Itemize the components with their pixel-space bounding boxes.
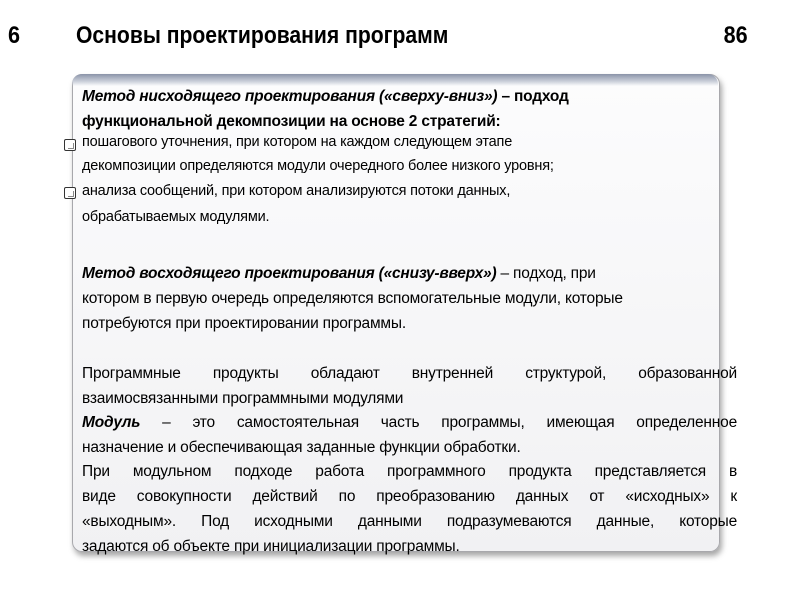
modular-line-1: При модульном подходе работа программного продукта представляется в bbox=[82, 463, 737, 480]
structure-line-2: взаимосвязанными программными модулями bbox=[82, 390, 404, 407]
module-line-1-rest: – это самостоятельная часть программы, имеющая определенное bbox=[140, 414, 737, 431]
bottom-up-section bbox=[82, 261, 737, 336]
slide-header bbox=[0, 0, 800, 70]
top-down-section bbox=[82, 84, 737, 134]
modular-line-2: виде совокупности действий по преобразованию данных от «исходных» к bbox=[82, 488, 737, 505]
bullet-1-line-1: пошагового уточнения, при котором на каждом следующем этапе bbox=[82, 134, 513, 150]
bottom-up-line-2: котором в первую очередь определяются вспомогательные модули, которые bbox=[82, 290, 623, 307]
top-down-line-2: функциональной декомпозиции на основе 2 стратегий: bbox=[82, 113, 501, 130]
checkbox-bullet-icon bbox=[64, 139, 76, 151]
module-line-1 bbox=[82, 410, 737, 435]
bottom-up-line-1 bbox=[82, 261, 737, 286]
top-down-line-1 bbox=[82, 84, 737, 109]
structure-line-1: Программные продукты обладают внутренней структурой, образованной bbox=[82, 365, 737, 382]
bottom-up-line-3: потребуются при проектировании программы. bbox=[82, 315, 406, 332]
bullet-item-1 bbox=[82, 130, 737, 178]
module-term: Модуль bbox=[82, 414, 141, 431]
structure-paragraph bbox=[82, 361, 737, 411]
modular-line-4: задаются об объекте при инициализации программы. bbox=[82, 538, 460, 555]
bullet-1-line-2: декомпозиции определяются модули очередного более низкого уровня; bbox=[82, 158, 554, 174]
checkbox-bullet-icon bbox=[64, 187, 76, 199]
module-line-2: назначение и обеспечивающая заданные функции обработки. bbox=[82, 439, 521, 456]
top-down-line-1-rest: – подход bbox=[497, 88, 569, 105]
bullet-2-line-2: обрабатываемых модулями. bbox=[82, 209, 270, 225]
section-number: 6 bbox=[8, 22, 21, 49]
bullet-item-2 bbox=[82, 178, 737, 230]
bullet-2-line-1: анализа сообщений, при котором анализируются потоки данных, bbox=[82, 183, 511, 199]
module-definition bbox=[82, 410, 737, 460]
top-down-term: Метод нисходящего проектирования («сверху-вниз») bbox=[82, 88, 498, 105]
modular-line-3: «выходным». Под исходными данными подразумеваются данные, которые bbox=[82, 513, 737, 530]
bottom-up-term: Метод восходящего проектирования («снизу-вверх») bbox=[82, 265, 497, 282]
slide-title: Основы проектирования программ bbox=[76, 22, 449, 49]
modular-approach-paragraph bbox=[82, 459, 737, 559]
bottom-up-line-1-rest: – подход, при bbox=[496, 265, 596, 282]
page-number: 86 bbox=[723, 22, 748, 49]
